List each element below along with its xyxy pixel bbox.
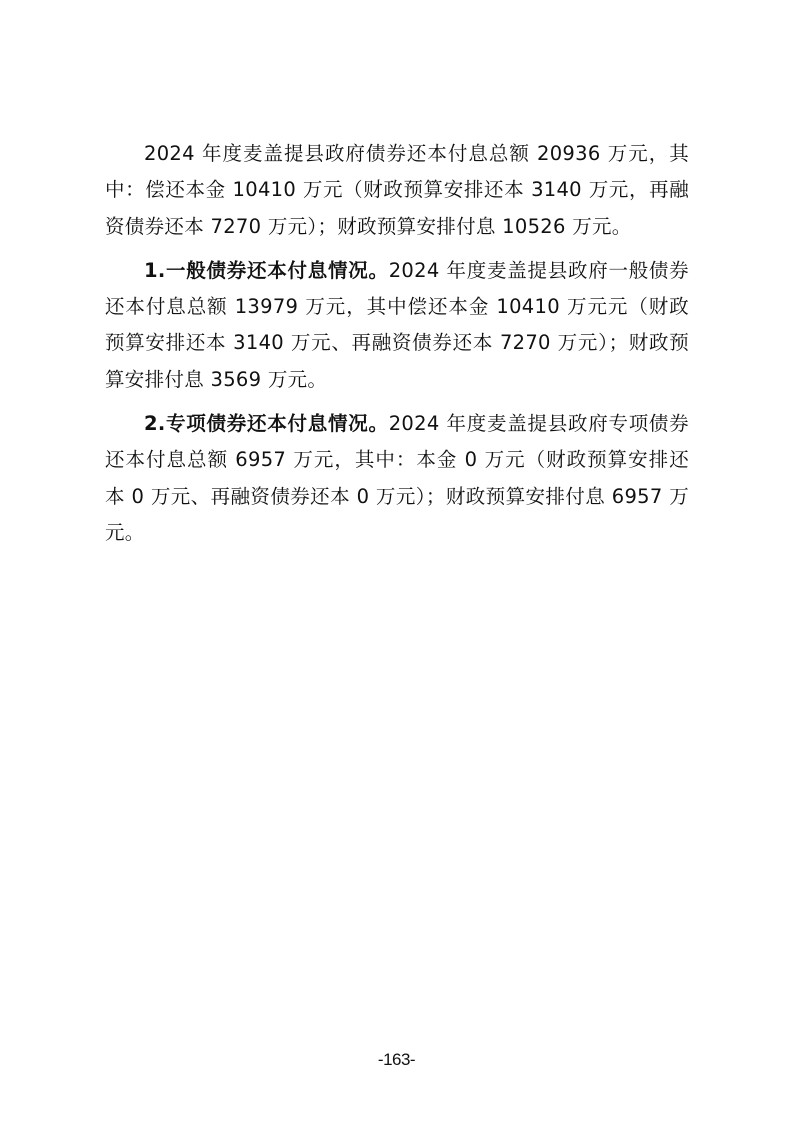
paragraph-text: 2024 年度麦盖提县政府一般债券还本付息总额 13979 万元，其中偿还本金 10410 万元元（财政预算安排还本 3140 万元、再融资债券还本 7270 万元）；财政预算安排付息 3569 万元。 bbox=[105, 258, 689, 391]
body-text bbox=[105, 136, 689, 559]
paragraph-summary bbox=[105, 136, 689, 245]
paragraph-text: 2024 年度麦盖提县政府债券还本付息总额 20936 万元，其中：偿还本金 10410 万元（财政预算安排还本 3140 万元，再融资债券还本 7270 万元）；财政预算安排付息 10526 万元。 bbox=[105, 142, 689, 238]
paragraph-general-bonds bbox=[105, 253, 689, 398]
paragraph-text: 2024 年度麦盖提县政府专项债券还本付息总额 6957 万元，其中：本金 0 万元（财政预算安排还本 0 万元、再融资债券还本 0 万元）；财政预算安排付息 6957 万元。 bbox=[105, 412, 689, 544]
page-number: -163- bbox=[377, 1050, 416, 1069]
paragraph-lead: 2.专项债券还本付息情况。 bbox=[144, 412, 389, 436]
paragraph-lead: 1.一般债券还本付息情况。 bbox=[144, 258, 389, 282]
paragraph-special-bonds bbox=[105, 406, 689, 551]
